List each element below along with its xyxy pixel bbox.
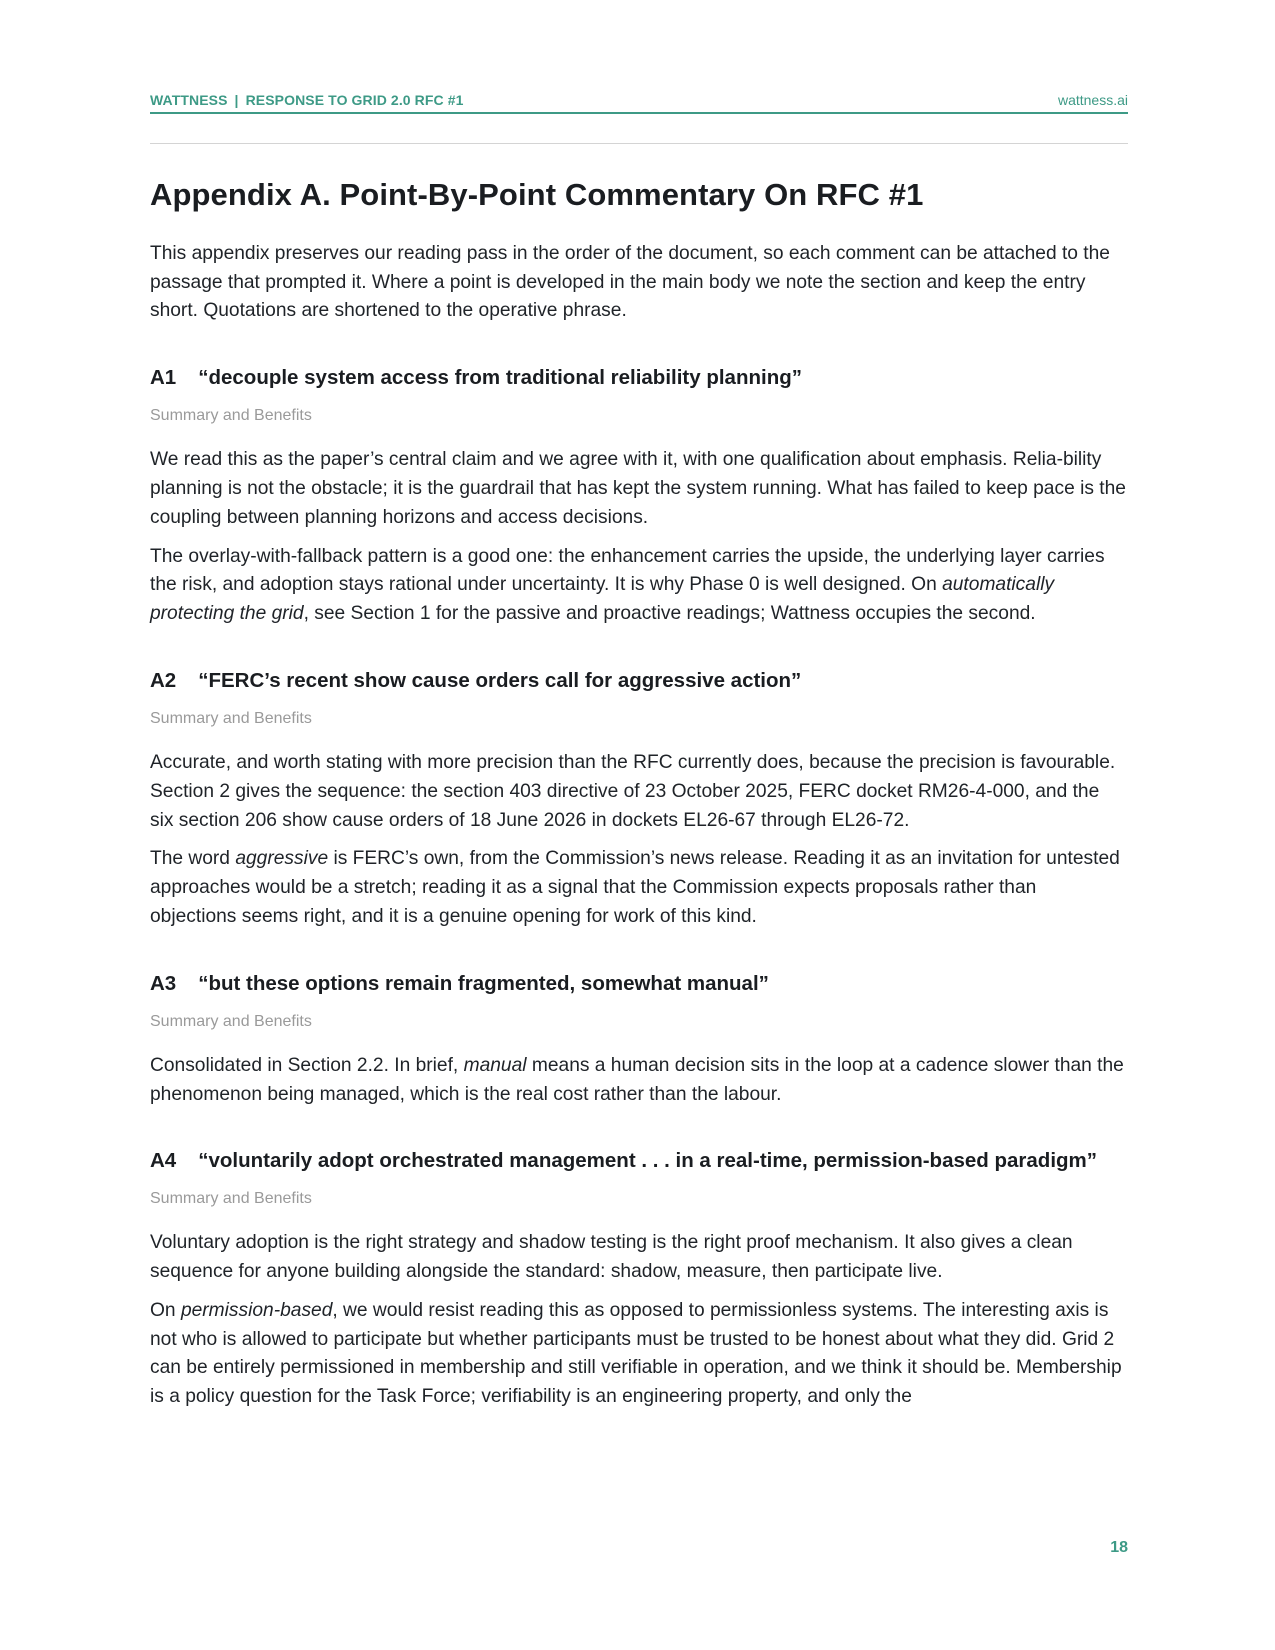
header-brand: WATTNESS [150, 92, 228, 108]
body-paragraph [150, 845, 1128, 931]
emphasis-run: aggressive [235, 848, 329, 870]
header-site-link[interactable]: wattness.ai [1057, 92, 1128, 108]
running-header [150, 88, 1128, 114]
body-paragraph [150, 446, 1128, 532]
text-run: , we would resist reading this as opposed to permissionless systems. The interesting axis is not who is allowed to participate but whether participants must be trusted to be honest about what they did. Grid 2 can be entirely permissioned in membership and still verifiable in operation, and we think it should be. Membership is a policy question for the Task Force; verifiability is an engineering property, and only the [150, 1299, 1122, 1408]
section-a2 [150, 667, 1128, 932]
section-code: A2 [150, 668, 177, 692]
section-heading [150, 970, 1128, 998]
section-code: A4 [150, 1149, 177, 1173]
page-content [150, 176, 1128, 1412]
section-a1 [150, 364, 1128, 629]
header-divider [150, 143, 1128, 144]
section-quote: “FERC’s recent show cause orders call for aggressive action” [198, 668, 802, 692]
body-paragraph [150, 543, 1128, 629]
text-run: The overlay-with-fallback pattern is a good one: the enhancement carries the upside, the underlying layer carries the risk, and adoption stays rational under uncertainty. It is why Phase 0 is well designed. On [150, 545, 1105, 596]
emphasis-run: permission-based [180, 1299, 333, 1321]
section-tag: Summary and Benefits [150, 1190, 312, 1208]
section-tag: Summary and Benefits [150, 709, 312, 727]
section-quote: “but these options remain fragmented, somewhat manual” [198, 971, 769, 995]
emphasis-run: manual [463, 1054, 527, 1076]
text-run: On [150, 1299, 181, 1321]
text-run: Accurate, and worth stating with more precision than the RFC currently does, because the precision is favourable. Section 2 gives the sequence: the section 403 directive of 23 October 2025, FERC docket RM26-4-000, and the six section 206 show cause orders of 18 June 2026 in dockets EL26-67 through EL26-72. [150, 751, 1116, 831]
body-paragraph [150, 1229, 1128, 1287]
section-quote: “decouple system access from traditional reliability planning” [198, 366, 802, 390]
text-run: Consolidated in Section 2.2. In brief, [150, 1054, 464, 1076]
page-title: Appendix A. Point-By-Point Commentary On RFC #1 [150, 177, 924, 212]
text-run: We read this as the paper’s central claim and we agree with it, with one qualification about emphasis. Relia-bility planning is not the obstacle; it is the guardrail that has kept the system running. What has failed to keep pace is the coupling between planning horizons and access decisions. [150, 449, 1126, 528]
text-run: means a human decision sits in the loop at a cadence slower than the phenomenon being managed, which is the real cost rather than the labour. [150, 1054, 1124, 1105]
section-heading [150, 1147, 1128, 1175]
section-quote: “voluntarily adopt orchestrated management . . . in a real-time, permission-based paradigm” [198, 1149, 1098, 1173]
emphasis-run: automatically protecting the grid [150, 574, 1055, 625]
header-doc-title: RESPONSE TO GRID 2.0 RFC #1 [245, 92, 464, 108]
section-heading [150, 667, 1128, 695]
section-tag: Summary and Benefits [150, 407, 312, 425]
section-heading [150, 364, 1128, 392]
body-paragraph [150, 1297, 1128, 1412]
body-paragraph [150, 1052, 1128, 1110]
text-run: , see Section 1 for the passive and proactive readings; Wattness occupies the second. [303, 603, 1036, 625]
header-separator: | [234, 92, 239, 108]
body-paragraph [150, 749, 1128, 835]
header-title [150, 92, 464, 108]
text-run: Voluntary adoption is the right strategy and shadow testing is the right proof mechanism. It also gives a clean sequence for anyone building alongside the standard: shadow, measure, then participate live. [150, 1232, 1073, 1283]
text-run: is FERC’s own, from the Commission’s news release. Reading it as an invitation for untested approaches would be a stretch; reading it as a signal that the Commission expects proposals rather than objections seems right, and it is a genuine opening for work of this kind. [150, 848, 1120, 927]
section-a4 [150, 1147, 1128, 1412]
text-run: The word [150, 848, 236, 870]
section-tag: Summary and Benefits [150, 1012, 312, 1030]
section-code: A3 [150, 971, 177, 995]
section-a3 [150, 970, 1128, 1110]
intro-paragraph: This appendix preserves our reading pass in the order of the document, so each comment can be attached to the passage that prompted it. Where a point is developed in the main body we note the section and keep the entry short. Quotations are shortened to the operative phrase. [150, 242, 1110, 322]
page-number: 18 [1110, 1539, 1128, 1556]
section-code: A1 [150, 366, 177, 390]
